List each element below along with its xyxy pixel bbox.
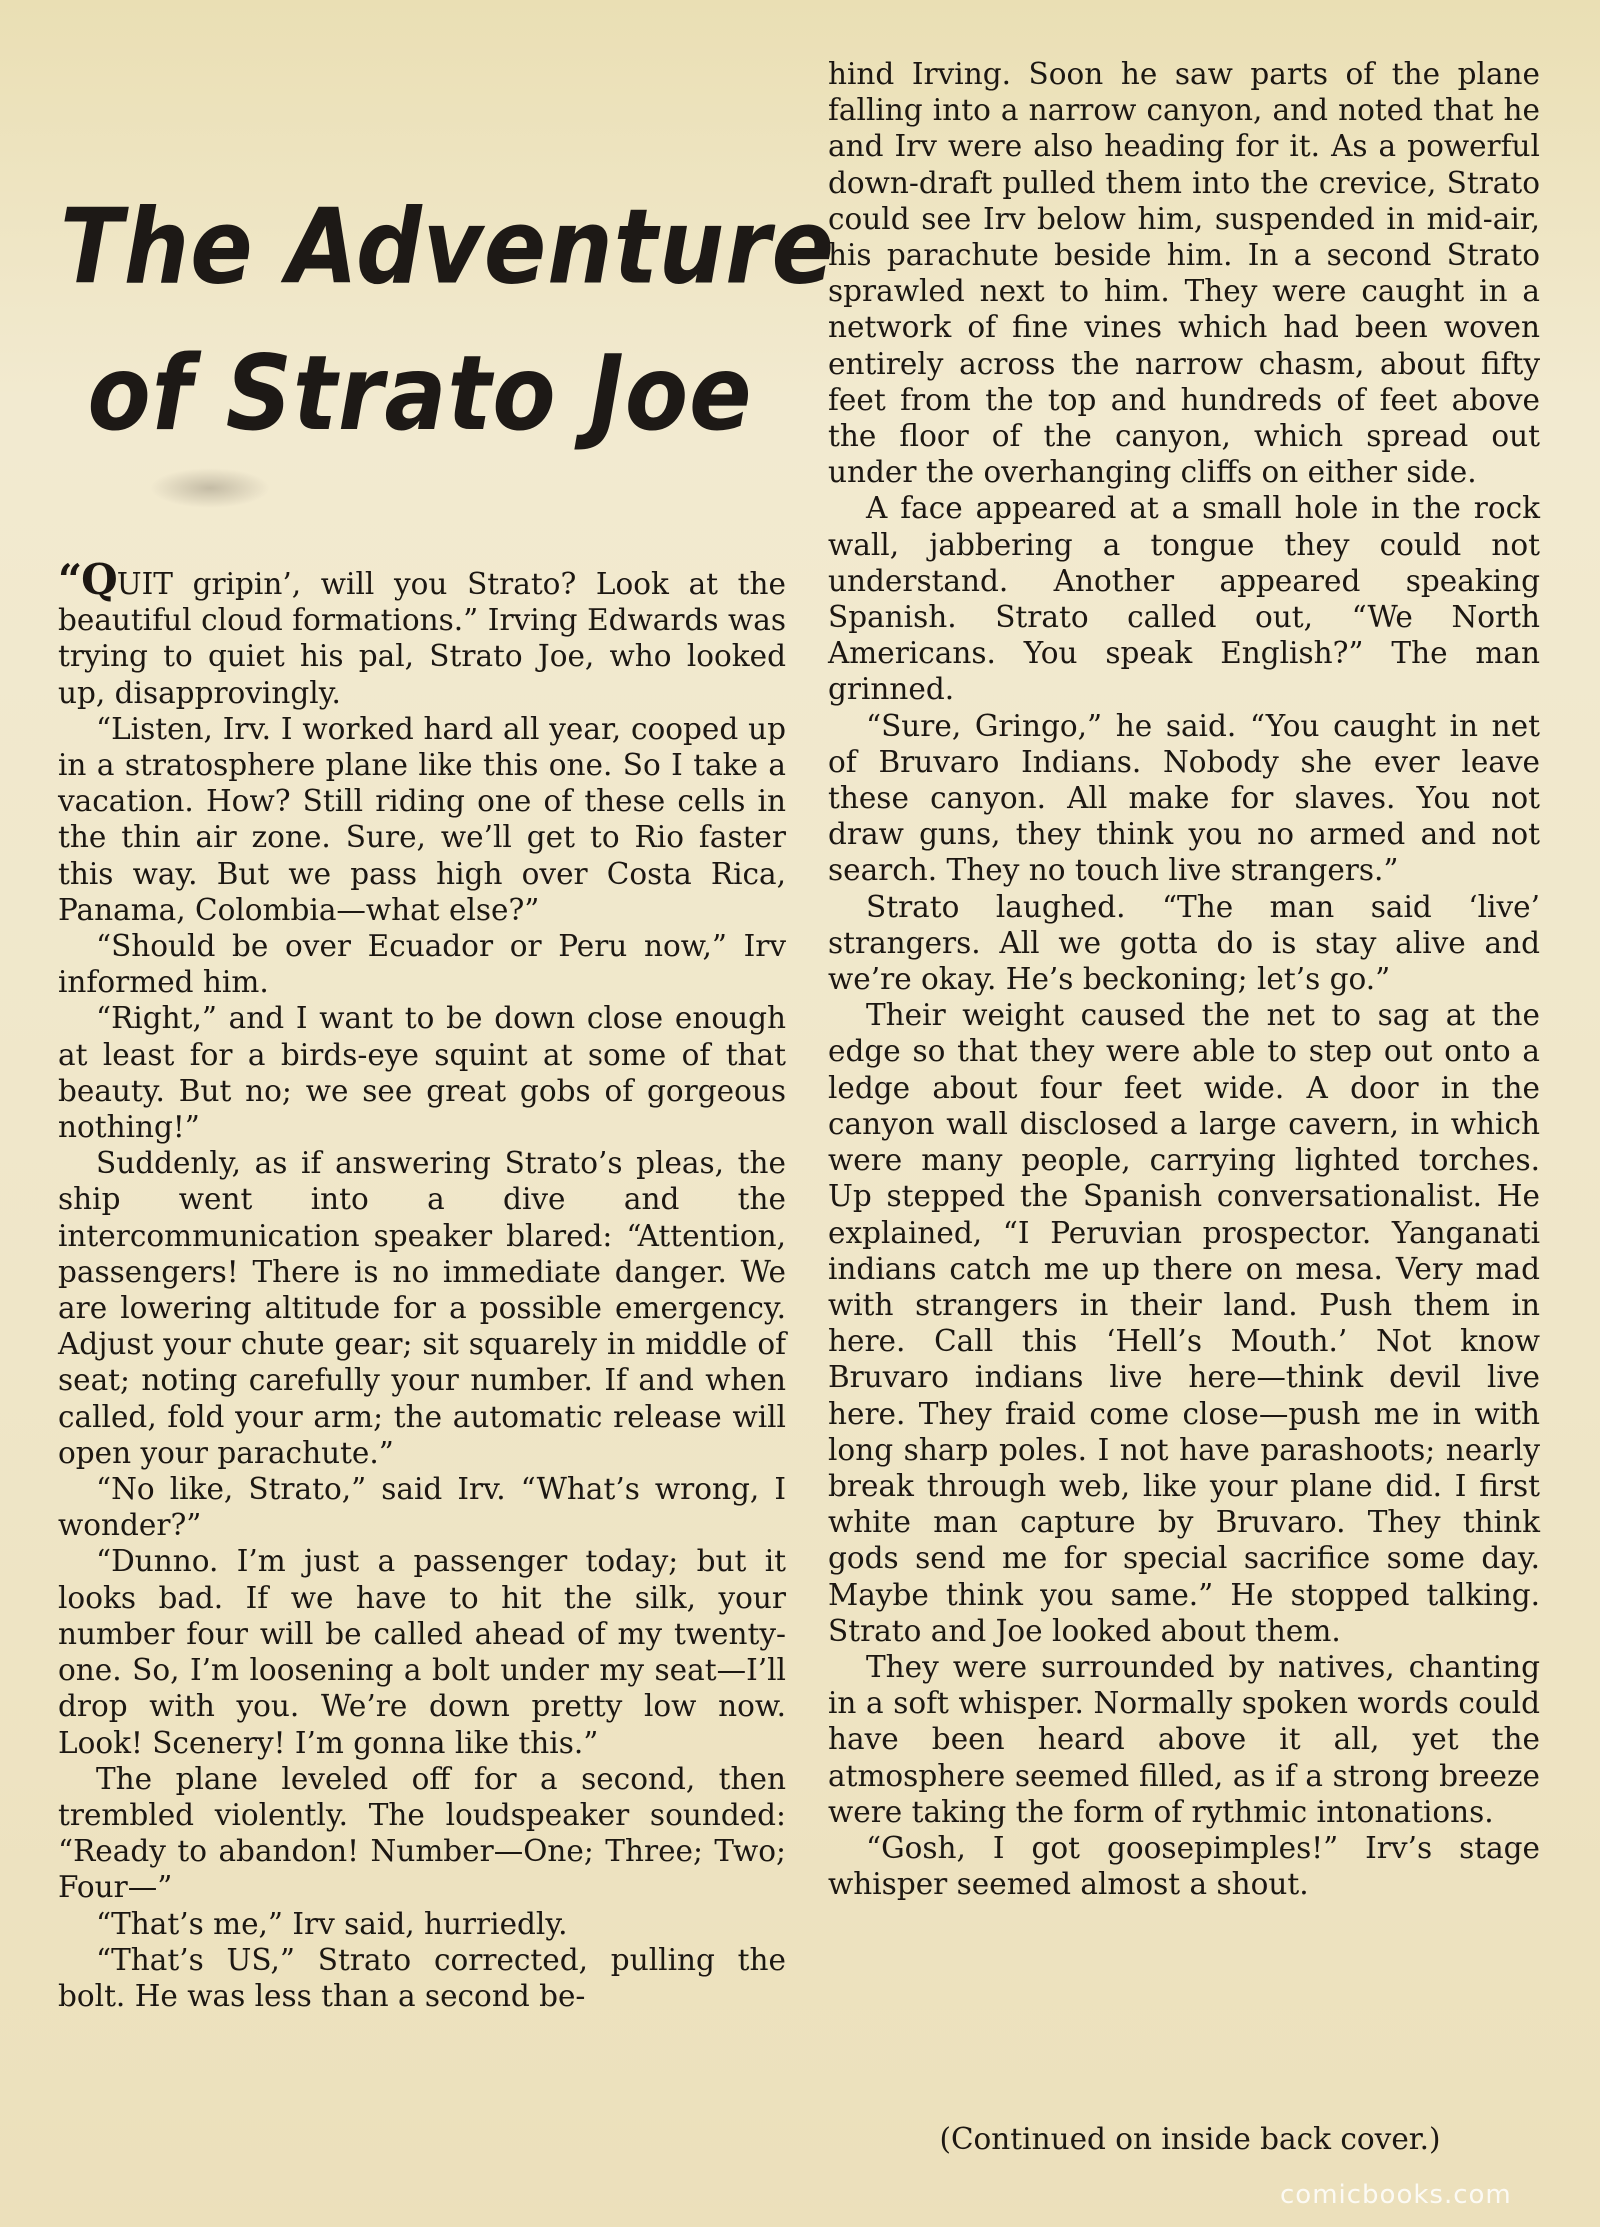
paragraph: Suddenly, as if answering Strato’s pleas, the ship went into a dive and the intercommunication speaker blared: “Attention, passengers! There is no immediate danger. We are lowering altitude for a possible emergency. Adjust your chute gear; sit squarely in middle of seat; noting carefully your number. If and when called, fold your arm; the automatic release will open your parachute.” — [58, 1146, 786, 1470]
paragraph: “Sure, Gringo,” he said. “You caught in net of Bruvaro Indians. Nobody she ever leave these canyon. All make for slaves. You not draw guns, they think you no armed and not search. They no touch live strangers.” — [828, 708, 1540, 888]
paragraph: “Dunno. I’m just a passenger today; but it looks bad. If we have to hit the silk, your number four will be called ahead of my twenty-one. So, I’m loosening a bolt under my seat—I’ll drop with you. We’re down pretty low now. Look! Scenery! I’m gonna like this.” — [58, 1544, 786, 1760]
drop-cap: “Q — [58, 555, 117, 604]
paragraph: The plane leveled off for a second, then trembled violently. The loudspeaker sounded: “Ready to abandon! Number—One; Three; Two; Four—” — [58, 1761, 786, 1905]
paragraph: hind Irving. Soon he saw parts of the plane falling into a narrow canyon, and noted that he and Irv were also heading for it. As a powerful down-draft pulled them into the crevice, Strato could see Irv below him, suspended in mid-air, his parachute beside him. In a second Strato sprawled next to him. They were caught in a network of fine vines which had been woven entirely across the narrow chasm, about fifty feet from the top and hundreds of feet above the floor of the canyon, which spread out under the overhanging cliffs on either side. — [828, 57, 1540, 490]
story-title — [60, 175, 836, 468]
paragraph: “That’s US,” Strato corrected, pulling the bolt. He was less than a second be- — [58, 1942, 786, 2013]
paragraph: “No like, Strato,” said Irv. “What’s wrong, I wonder?” — [58, 1472, 786, 1543]
title-line-2: of Strato Joe — [87, 333, 753, 454]
paragraph: “Gosh, I got goosepimples!” Irv’s stage whisper seemed almost a shout. — [828, 1830, 1540, 1902]
paragraph: “Listen, Irv. I worked hard all year, cooped up in a stratosphere plane like this one. So I take a vacation. How? Still riding one of these cells in the thin air zone. Sure, we’ll get to Rio faster this way. But we pass high over Costa Rica, Panama, Colombia—what else?” — [58, 711, 786, 927]
right-text-column — [828, 56, 1540, 1902]
paragraph: “That’s me,” Irv said, hurriedly. — [96, 1906, 568, 1941]
title-line-1: The Adventure — [60, 187, 836, 308]
left-text-column — [58, 555, 786, 2014]
paragraph: Strato laughed. “The man said ‘live’ strangers. All we gotta do is stay alive and we’re okay. He’s beckoning; let’s go.” — [828, 889, 1540, 997]
paragraph: They were surrounded by natives, chanting in a soft whisper. Normally spoken words could have been heard above it all, yet the atmosphere seemed filled, as if a strong breeze were taking the form of rythmic intonations. — [828, 1649, 1540, 1829]
paragraph: Their weight caused the net to sag at the edge so that they were able to step out onto a ledge about four feet wide. A door in the canyon wall disclosed a large cavern, in which were many people, carrying lighted torches. Up stepped the Spanish conversationalist. He explained, “I Peruvian prospector. Yanganati indians catch me up there on mesa. Very mad with strangers in their land. Push them in here. Call this ‘Hell’s Mouth.’ Not know Bruvaro indians live here—think devil live here. They fraid come close—push me in with long sharp poles. I not have parashoots; nearly break through web, like your plane did. I first white man capture by Bruvaro. They think gods send me for special sacrifice some day. Maybe think you same.” He stopped talking. Strato and Joe looked about them. — [828, 998, 1540, 1648]
paragraph: “Right,” and I want to be down close enough at least for a birds-eye squint at some of that beauty. But no; we see great gobs of gorgeous nothing!” — [58, 1001, 786, 1145]
paragraph: “QUIT gripin’, will you Strato? Look at the beautiful cloud formations.” Irving Edwards was trying to quiet his pal, Strato Joe, who looked up, disapprovingly. — [58, 555, 786, 710]
paragraph: “Should be over Ecuador or Peru now,” Irv informed him. — [58, 929, 786, 1000]
continued-note: (Continued on inside back cover.) — [939, 2122, 1441, 2156]
watermark: comicbooks.com — [1280, 2180, 1512, 2210]
paragraph: A face appeared at a small hole in the rock wall, jabbering a tongue they could not understand. Another appeared speaking Spanish. Strato called out, “We North Americans. You speak English?” The man grinned. — [828, 491, 1540, 707]
ink-smudge — [150, 468, 270, 508]
